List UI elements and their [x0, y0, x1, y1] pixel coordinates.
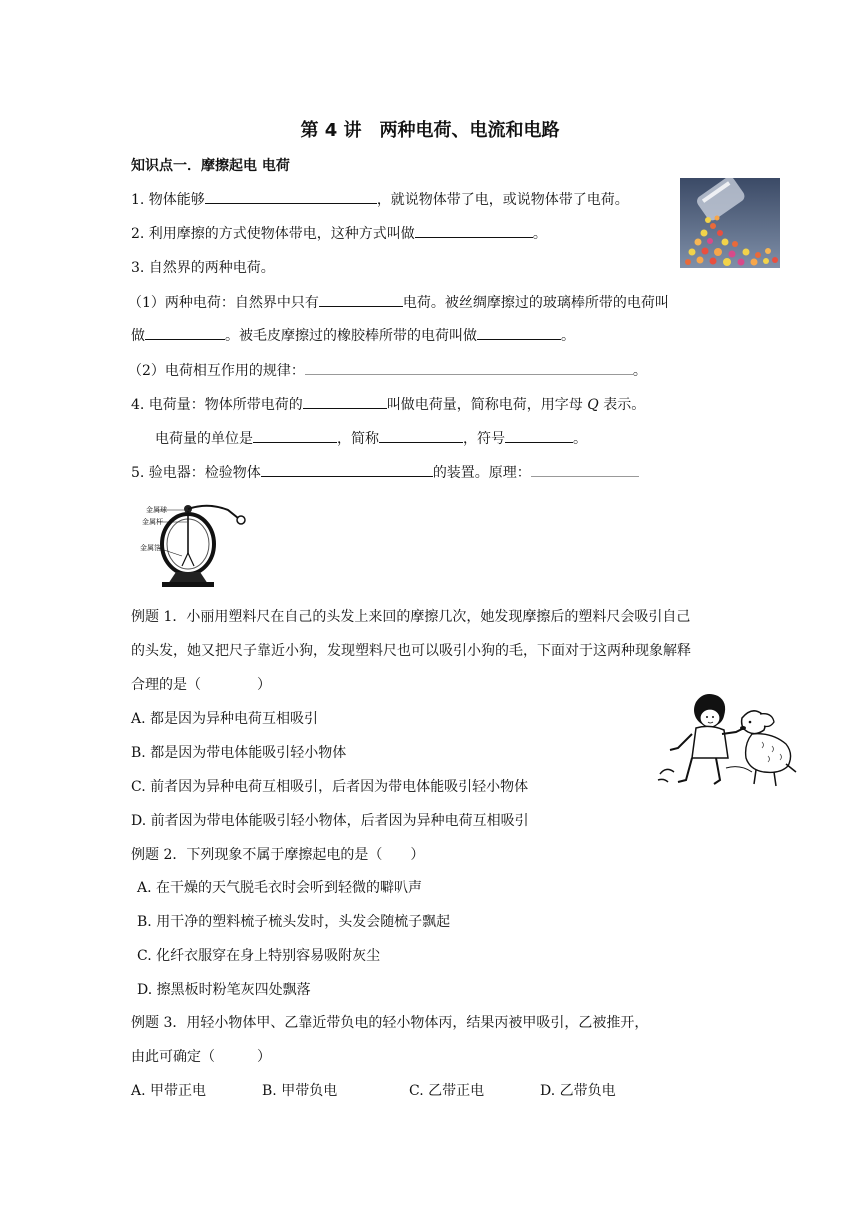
example3-question-line1: 例题 3．用轻小物体甲、乙靠近带负电的轻小物体丙，结果丙被甲吸引，乙被推开， [131, 1015, 649, 1031]
blank [253, 428, 337, 443]
girl-and-dog-illustration [656, 688, 798, 792]
text: 的装置。原理： [432, 465, 531, 481]
text: 。 [573, 431, 587, 447]
example3-option-c: C. 乙带正电 [409, 1083, 485, 1099]
line-3: 3. 自然界的两种电荷。 [131, 260, 275, 276]
paper-bits-photo [680, 178, 780, 268]
example1-option-d: D. 前者因为带电体能吸引轻小物体，后者因为异种电荷互相吸引 [131, 813, 529, 829]
text: 表示。 [603, 397, 646, 413]
girl-dog-sketch [656, 688, 798, 792]
text: 。被毛皮摩擦过的橡胶棒所带的电荷叫做 [225, 328, 477, 344]
example1-question-line3: 合理的是（ ） [131, 677, 271, 693]
line-1 [131, 189, 629, 210]
line-4 [128, 292, 669, 313]
example2-option-a: A. 在干燥的天气脱毛衣时会听到轻微的噼叭声 [137, 880, 423, 896]
example2-option-c: C. 化纤衣服穿在身上特别容易吸附灰尘 [137, 948, 381, 964]
electroscope-diagram [128, 496, 248, 588]
paper-bits-illustration [680, 178, 780, 268]
label-metal-ball: 金属球 [146, 506, 167, 514]
example1-question-line2: 的头发，她又把尺子靠近小狗，发现塑料尺也可以吸引小狗的毛，下面对于这两种现象解释 [131, 643, 691, 659]
example1-option-a: A. 都是因为异种电荷互相吸引 [131, 711, 319, 727]
blank [477, 325, 561, 340]
blank [319, 292, 403, 307]
text: 叫做电荷量，简称电荷，用字母 [386, 397, 583, 413]
label-metal-foil: 金属箔 [140, 544, 161, 552]
line-5 [131, 325, 575, 346]
text: （2）电荷相互作用的规律： [128, 363, 305, 379]
blank [531, 462, 639, 477]
line-6 [128, 360, 647, 381]
blank [305, 360, 633, 375]
example3-question-line2: 由此可确定（ ） [131, 1049, 271, 1065]
line-2 [131, 223, 547, 244]
example3-option-a: A. 甲带正电 [131, 1083, 207, 1099]
example1-option-b: B. 都是因为带电体能吸引轻小物体 [131, 745, 347, 761]
example2-option-d: D. 擦黑板时粉笔灰四处飘落 [137, 982, 311, 998]
example3-option-b: B. 甲带负电 [262, 1083, 338, 1099]
line-9 [131, 462, 639, 483]
text: 。 [632, 363, 647, 379]
blank [379, 428, 463, 443]
example3-option-d: D. 乙带负电 [540, 1083, 616, 1099]
text: 电荷量的单位是 [155, 431, 253, 447]
blank [415, 223, 533, 238]
text: 。 [561, 328, 575, 344]
text: 5. 验电器：检验物体 [131, 465, 261, 481]
text: ，符号 [463, 431, 505, 447]
text: 1. 物体能够 [131, 192, 205, 208]
example1-question-line1: 例题 1．小丽用塑料尺在自己的头发上来回的摩擦几次，她发现摩擦后的塑料尺会吸引自己 [131, 609, 691, 625]
label-metal-rod: 金属杆 [142, 518, 163, 526]
blank [261, 462, 433, 477]
text: 电荷。被丝绸摩擦过的玻璃棒所带的电荷叫 [402, 295, 669, 311]
text: 2. 利用摩擦的方式使物体带电，这种方式叫做 [131, 226, 415, 242]
example2-option-b: B. 用干净的塑料梳子梳头发时，头发会随梳子飘起 [137, 914, 451, 930]
line-7 [131, 394, 645, 415]
example1-option-c: C. 前者因为异种电荷互相吸引，后者因为带电体能吸引轻小物体 [131, 779, 529, 795]
blank [303, 394, 387, 409]
symbol-q: Q [587, 397, 599, 413]
blank [505, 428, 573, 443]
page-title: 第 4 讲 两种电荷、电流和电路 [300, 120, 560, 141]
blank [205, 189, 377, 204]
text: 做 [131, 328, 145, 344]
section-heading: 知识点一．摩擦起电 电荷 [131, 158, 290, 174]
example2-question: 例题 2．下列现象不属于摩擦起电的是（ ） [131, 847, 425, 863]
blank [145, 325, 225, 340]
text: 4. 电荷量：物体所带电荷的 [131, 397, 303, 413]
text: ，就说物体带了电，或说物体带了电荷。 [376, 192, 629, 208]
line-8 [155, 428, 587, 449]
text: ，简称 [337, 431, 379, 447]
text: 。 [532, 226, 547, 242]
text: （1）两种电荷：自然界中只有 [128, 295, 319, 311]
